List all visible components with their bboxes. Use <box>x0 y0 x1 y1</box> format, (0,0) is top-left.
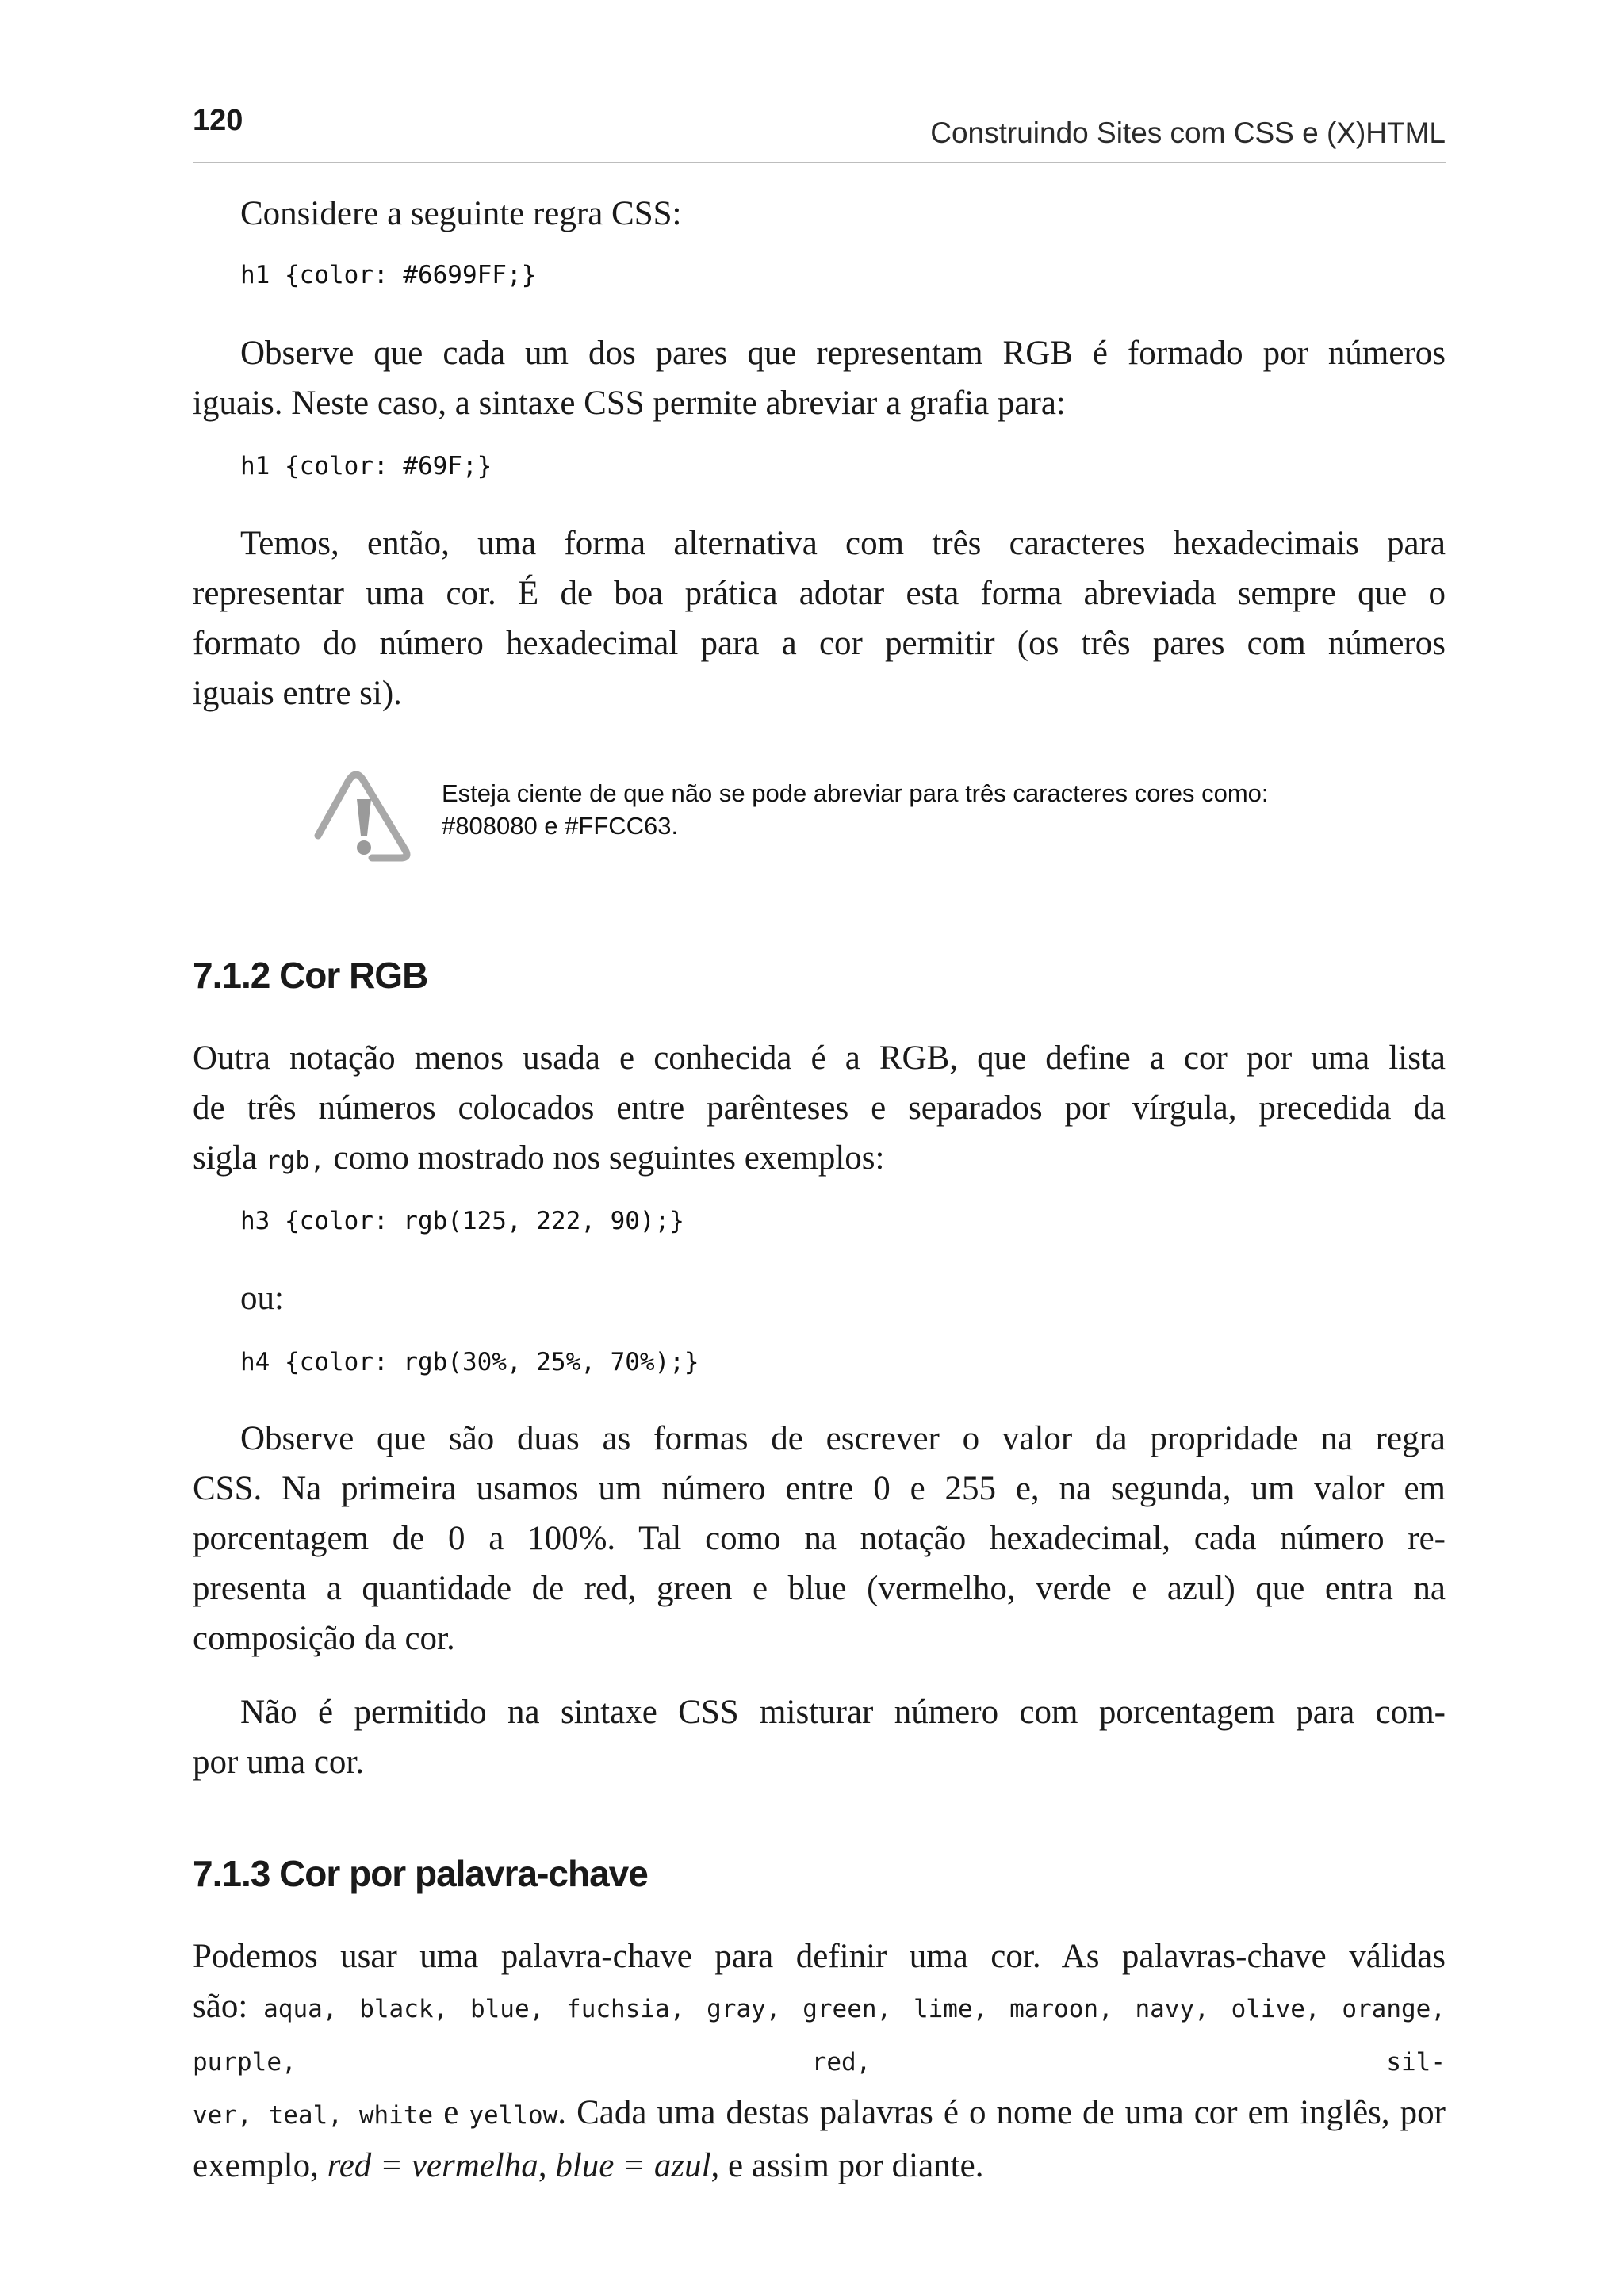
intro-paragraph: Considere a seguinte regra CSS: <box>240 195 682 232</box>
inline-code: rgb, <box>265 1146 325 1175</box>
code-example-3: h3 {color: rgb(125, 222, 90);} <box>240 1207 684 1235</box>
text-line: Outra notação menos usada e conhecida é a RGB, que define a cor por uma lista <box>193 1039 1446 1077</box>
note-line: #808080 e #FFCC63. <box>442 812 679 840</box>
keyword-paragraph <box>193 1931 1446 2191</box>
text-fragment: . Cada uma destas palavras é o nome de uma cor em inglês, por <box>557 2094 1446 2131</box>
text-fragment: , e assim por diante. <box>710 2147 984 2184</box>
text-fragment: e <box>433 2094 469 2131</box>
text-line: formato do número hexadecimal para a cor permitir (os três pares com números <box>193 625 1446 662</box>
keyword-list: yellow <box>469 2101 558 2130</box>
text-line: iguais. Neste caso, a sintaxe CSS permite abreviar a grafia para: <box>193 385 1066 422</box>
text-line: de três números colocados entre parênteses e separados por vírgula, precedida da <box>193 1089 1446 1127</box>
text-fragment: exemplo, <box>193 2147 327 2184</box>
note-line: Esteja ciente de que não se pode abreviar para três caracteres cores como: <box>442 779 1269 807</box>
text-line <box>193 1133 1446 1186</box>
text-line <box>193 1981 1446 2088</box>
emphasis: red = vermelha <box>327 2147 538 2184</box>
alternative-paragraph <box>193 519 1446 718</box>
warning-icon <box>312 763 415 862</box>
warning-note <box>442 777 1346 842</box>
code-example-2: h1 {color: #69F;} <box>240 452 492 480</box>
code-example-4: h4 {color: rgb(30%, 25%, 70%);} <box>240 1348 699 1376</box>
text-line: Observe que cada um dos pares que representam RGB é formado por números <box>240 335 1446 372</box>
code-example-1: h1 {color: #6699FF;} <box>240 261 537 289</box>
text-line: iguais entre si). <box>193 675 402 712</box>
rgb-intro-paragraph <box>193 1033 1446 1186</box>
text-fragment: , <box>538 2147 556 2184</box>
text-line: presenta a quantidade de red, green e blue (vermelho, verde e azul) que entra na <box>193 1570 1446 1607</box>
text-line: por uma cor. <box>193 1744 365 1781</box>
section-heading-7-1-2: 7.1.2 Cor RGB <box>193 955 428 996</box>
text-line: Observe que são duas as formas de escrever o valor da propridade na regra <box>240 1420 1446 1457</box>
keyword-list: aqua, black, blue, fuchsia, gray, green, lime, maroon, navy, olive, orange, purple, red, sil- <box>193 1995 1446 2077</box>
text-line: Temos, então, uma forma alternativa com três caracteres hexadecimais para <box>240 525 1446 562</box>
or-label: ou: <box>240 1280 284 1317</box>
text-line: representar uma cor. É de boa prática adotar esta forma abreviada sempre que o <box>193 575 1446 612</box>
text-line: CSS. Na primeira usamos um número entre 0 e 255 e, na segunda, um valor em <box>193 1470 1446 1507</box>
text-fragment: como mostrado nos seguintes exemplos: <box>324 1139 885 1177</box>
rgb-mixing-paragraph <box>193 1687 1446 1787</box>
text-line <box>193 2088 1446 2141</box>
text-fragment: são: <box>193 1988 264 2025</box>
rgb-forms-paragraph <box>193 1414 1446 1663</box>
text-line: Não é permitido na sintaxe CSS misturar número com porcentagem para com- <box>240 1694 1446 1731</box>
running-title: Construindo Sites com CSS e (X)HTML <box>930 117 1446 149</box>
section-heading-7-1-3: 7.1.3 Cor por palavra-chave <box>193 1853 648 1894</box>
text-fragment: sigla <box>193 1139 266 1177</box>
text-line: Podemos usar uma palavra-chave para definir uma cor. As palavras-chave válidas <box>193 1938 1446 1975</box>
text-line: composição da cor. <box>193 1620 455 1657</box>
text-line <box>193 2141 1446 2191</box>
text-line: porcentagem de 0 a 100%. Tal como na notação hexadecimal, cada número re- <box>193 1520 1446 1557</box>
keyword-list: ver, teal, white <box>193 2101 434 2130</box>
page-header <box>193 101 1446 163</box>
pairs-paragraph <box>193 328 1446 428</box>
emphasis: blue = azul <box>555 2147 711 2184</box>
page-number: 120 <box>193 104 243 137</box>
